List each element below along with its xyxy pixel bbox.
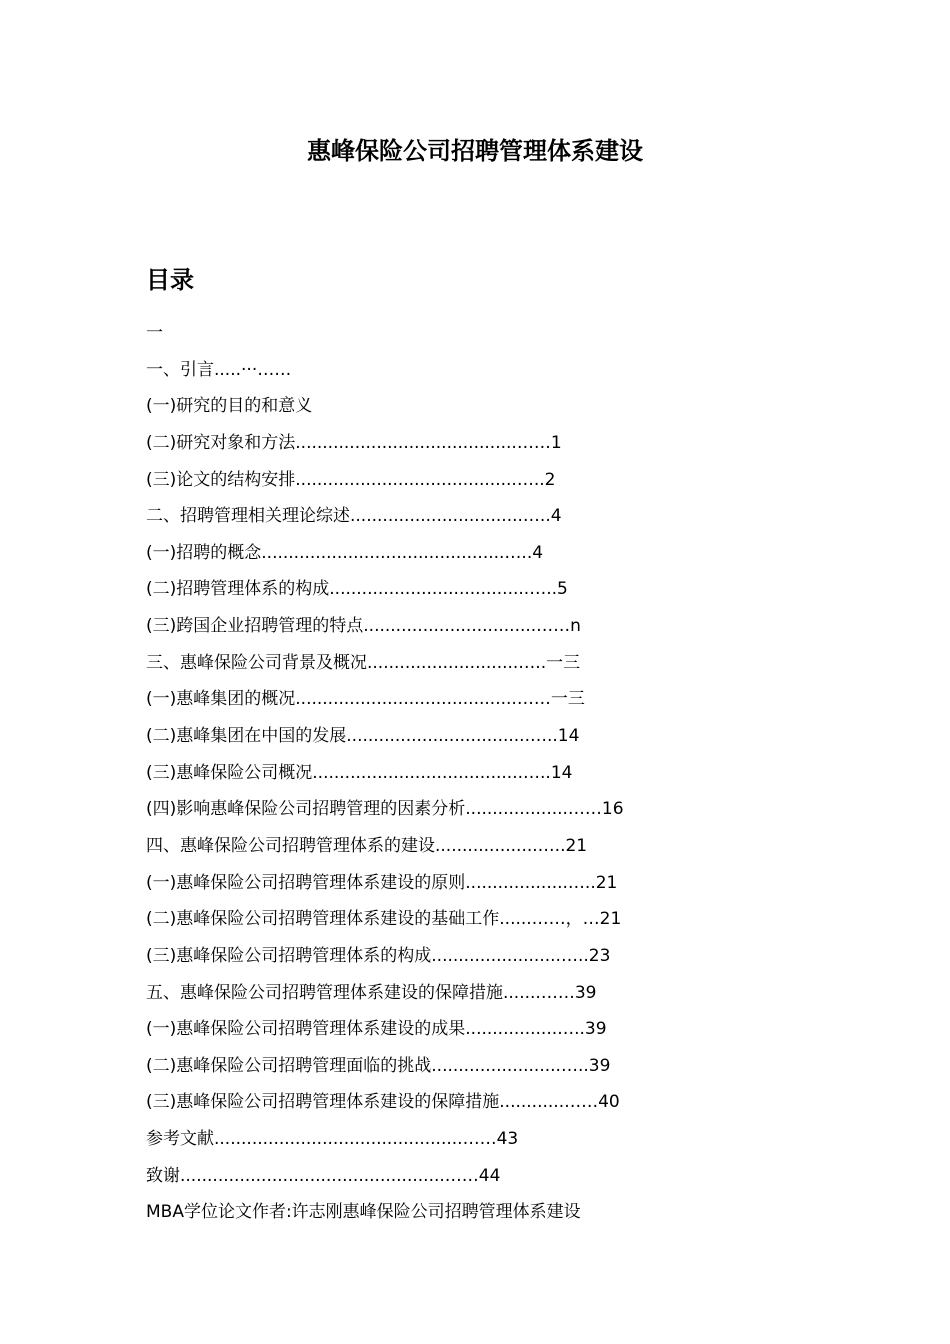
- toc-item: 参考文献..............................................……43: [146, 1129, 519, 1150]
- toc-item: (一)研究的目的和意义: [146, 396, 313, 417]
- toc-item: (二)研究对象和方法.........................................……1: [146, 432, 562, 453]
- toc-item: (一)惠峰保险公司招聘管理体系建设的原则...................…..21: [146, 872, 618, 893]
- toc-item: (二)惠峰集团在中国的发展..................................…..14: [146, 726, 580, 747]
- toc-item: 二、招聘管理相关理论综述................................…..4: [146, 506, 562, 527]
- toc-item: (一)惠峰保险公司招聘管理体系建设的成果.................…..39: [146, 1019, 607, 1040]
- toc-item: (二)招聘管理体系的构成.....................................…..5: [146, 579, 568, 600]
- toc-item: 五、惠峰保险公司招聘管理体系建设的保障措施.......……39: [146, 982, 597, 1003]
- toc-item: 一、引言.....···……: [146, 359, 292, 380]
- toc-item: 致谢.................................................……44: [146, 1165, 501, 1186]
- toc-item: 四、惠峰保险公司招聘管理体系的建设...................…..21: [146, 835, 588, 856]
- toc-item: (二)惠峰保险公司招聘管理面临的挑战........................…..39: [146, 1055, 611, 1076]
- toc-item: (三)惠峰保险公司概况.......................................…..14: [146, 762, 573, 783]
- toc-item: (四)影响惠峰保险公司招聘管理的因素分析...................……16: [146, 799, 624, 820]
- table-of-contents: [146, 315, 846, 1231]
- toc-item: (三)论文的结构安排.........................................…..2: [146, 469, 556, 490]
- toc-heading: 目录: [146, 266, 194, 294]
- toc-item: (一)招聘的概念.............................................…..4: [146, 542, 544, 563]
- toc-item: (三)惠峰保险公司招聘管理体系的构成........................…..23: [146, 945, 611, 966]
- toc-item: (二)惠峰保险公司招聘管理体系建设的基础工作......……，…21: [146, 909, 622, 930]
- toc-item: (三)惠峰保险公司招聘管理体系建设的保障措施............……40: [146, 1092, 620, 1113]
- document-title: 惠峰保险公司招聘管理体系建设: [307, 137, 643, 165]
- toc-item: 一: [146, 323, 163, 343]
- author-line: MBA学位论文作者:许志刚惠峰保险公司招聘管理体系建设: [146, 1202, 581, 1223]
- toc-item: (三)跨国企业招聘管理的特点................................……n: [146, 616, 581, 637]
- toc-item: 三、惠峰保险公司背景及概况............................…..一三: [146, 652, 581, 673]
- toc-item: (一)惠峰集团的概况.........................................……一三: [146, 689, 585, 710]
